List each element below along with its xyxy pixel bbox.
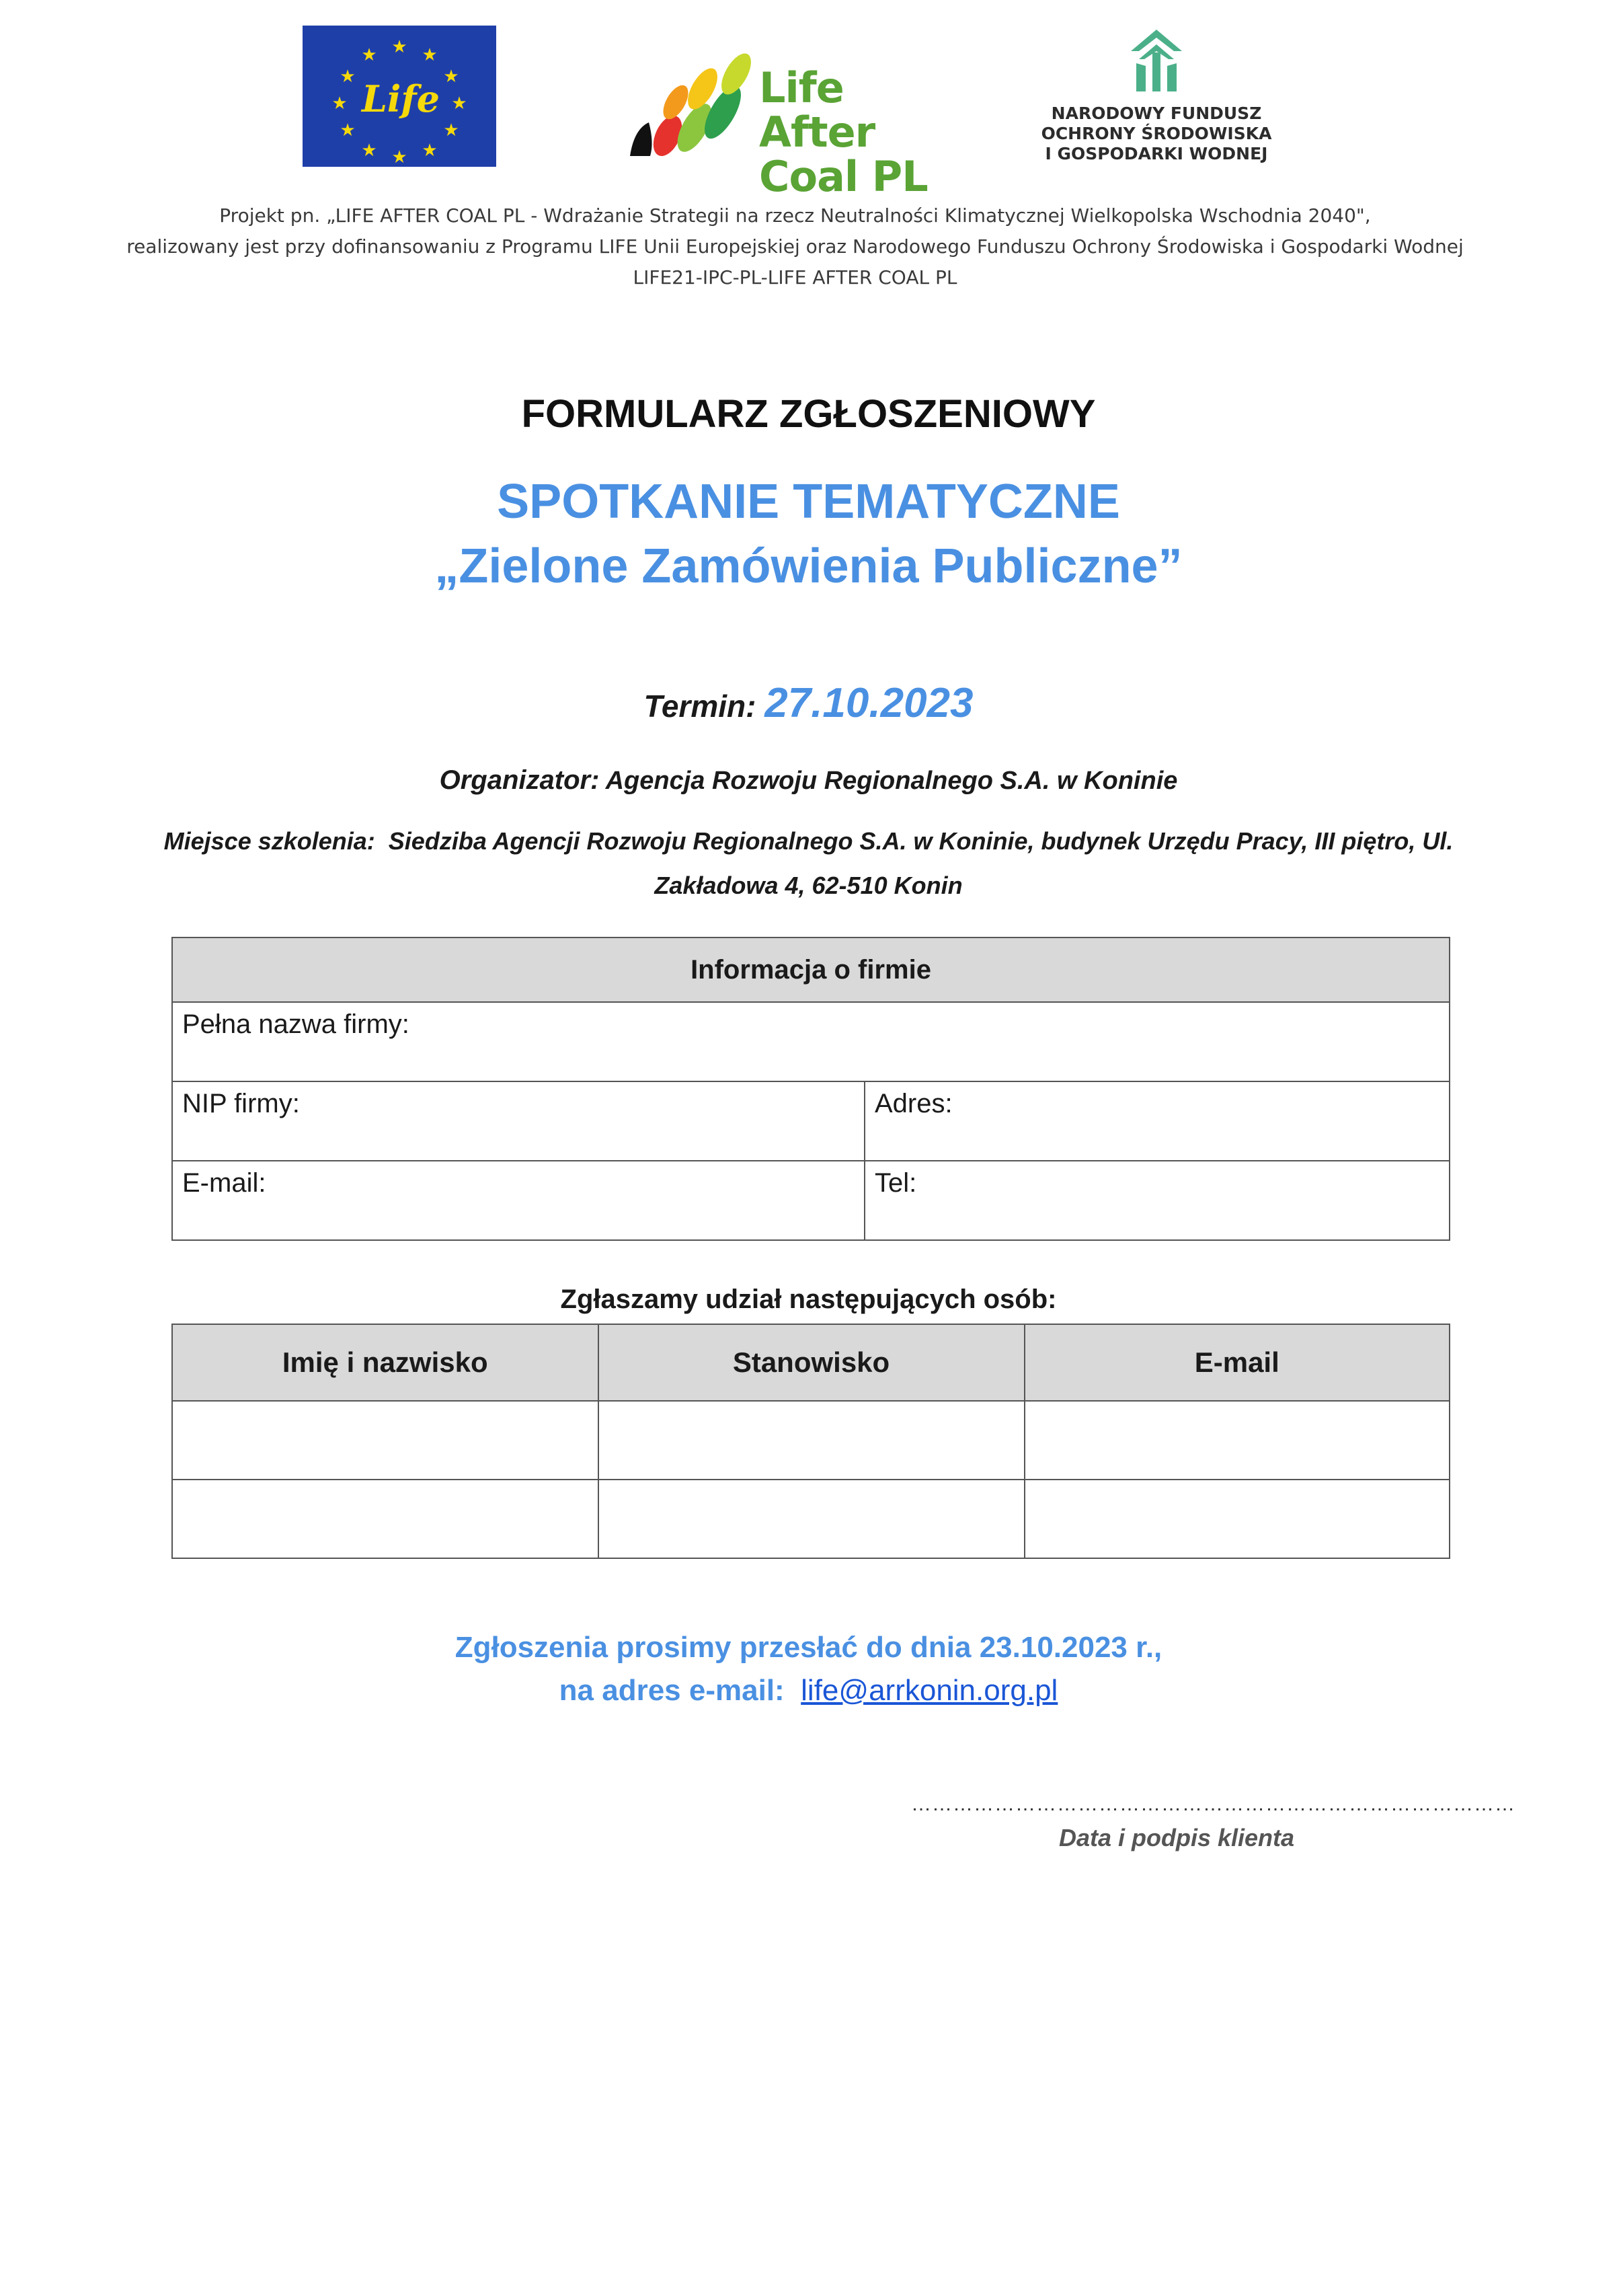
form-title: FORMULARZ ZGŁOSZENIOWY: [521, 392, 1096, 436]
svg-text:★: ★: [391, 37, 407, 57]
svg-text:★: ★: [451, 93, 467, 114]
participant-2-position-cell[interactable]: [598, 1480, 1025, 1558]
company-address-field[interactable]: [865, 1081, 1450, 1161]
company-full-name-field[interactable]: [172, 1002, 1450, 1081]
life-after-coal-logo: [629, 48, 951, 201]
organizer: [0, 765, 1617, 796]
nfosigw-line-2: OCHRONY ŚRODOWISKA: [1041, 124, 1272, 143]
svg-text:★: ★: [443, 120, 459, 141]
event-title: [0, 469, 1617, 599]
column-header-email: E-mail: [1025, 1324, 1450, 1401]
svg-text:★: ★: [443, 67, 459, 87]
participant-1-email-cell[interactable]: [1025, 1401, 1450, 1480]
deadline-email-prefix: na adres e-mail:: [559, 1674, 785, 1707]
eu-life-logo: [303, 26, 496, 167]
event-date: [0, 679, 1617, 727]
life-after-coal-line2: Coal PL: [759, 152, 928, 201]
contact-email-link[interactable]: life@arrkonin.org.pl: [801, 1674, 1058, 1707]
participant-1-position-cell[interactable]: [598, 1401, 1025, 1480]
company-phone-field[interactable]: [865, 1161, 1450, 1240]
svg-text:★: ★: [340, 67, 356, 87]
column-header-name: Imię i nazwisko: [172, 1324, 598, 1401]
project-line-1: Projekt pn. „LIFE AFTER COAL PL - Wdrażanie Strategii na rzecz Neutralności Klimatycznej Wielkopolska Wschodnia 2040",: [219, 204, 1371, 227]
svg-text:★: ★: [340, 120, 356, 141]
life-after-coal-line1: Life After: [759, 63, 875, 157]
company-email-field[interactable]: [172, 1161, 865, 1240]
signature-label: Data i podpis klienta: [1058, 1824, 1295, 1851]
termin-date: 27.10.2023: [764, 680, 974, 726]
venue: [155, 819, 1462, 908]
submission-deadline: [0, 1626, 1617, 1712]
company-info-table: [171, 937, 1450, 1241]
svg-text:★: ★: [361, 45, 377, 65]
venue-value: Siedziba Agencji Rozwoju Regionalnego S.A. w Koninie, budynek Urzędu Pracy, III piętro, Ul. Zakładowa 4, 62-510 Konin: [388, 827, 1454, 899]
signature-line: ……………………………………………………………………………: [911, 1793, 1515, 1815]
deadline-line1: Zgłoszenia prosimy przesłać do dnia 23.10.2023 r.,: [455, 1631, 1162, 1664]
company-nip-field[interactable]: [172, 1081, 865, 1161]
company-address-label: Adres:: [875, 1089, 953, 1118]
company-info-header: Informacja o firmie: [172, 937, 1450, 1002]
project-line-3: LIFE21-IPC-PL-LIFE AFTER COAL PL: [633, 266, 957, 289]
svg-text:Life: Life: [361, 77, 440, 120]
project-description: [67, 200, 1523, 293]
nfosigw-logo: [1022, 26, 1291, 180]
svg-text:★: ★: [422, 141, 438, 161]
participant-1-name-cell[interactable]: [172, 1401, 598, 1480]
event-title-line2: „Zielone Zamówienia Publiczne”: [434, 539, 1183, 593]
column-header-position: Stanowisko: [598, 1324, 1025, 1401]
participants-table: [171, 1324, 1450, 1559]
company-nip-label: NIP firmy:: [182, 1089, 300, 1118]
table-row: [172, 1480, 1450, 1558]
venue-label: Miejsce szkolenia:: [163, 827, 375, 855]
organizer-label: Organizator:: [439, 765, 600, 795]
svg-text:★: ★: [361, 141, 377, 161]
eu-life-flag-icon: [303, 26, 496, 167]
project-line-2: realizowany jest przy dofinansowaniu z Programu LIFE Unii Europejskiej oraz Narodowego Funduszu Ochrony Środowiska i Gospodarki Wodnej: [126, 235, 1464, 258]
termin-label: Termin:: [643, 689, 756, 724]
organizer-value: Agencja Rozwoju Regionalnego S.A. w Koninie: [605, 767, 1178, 795]
nfosigw-line-3: I GOSPODARKI WODNEJ: [1045, 144, 1268, 163]
participant-2-name-cell[interactable]: [172, 1480, 598, 1558]
company-email-label: E-mail:: [182, 1168, 266, 1198]
company-full-name-label: Pełna nazwa firmy:: [182, 1009, 409, 1039]
nfosigw-tree-icon: [1121, 26, 1191, 95]
svg-text:★: ★: [422, 45, 438, 65]
svg-text:★: ★: [331, 93, 348, 114]
participant-2-email-cell[interactable]: [1025, 1480, 1450, 1558]
life-after-coal-leaves-icon: [629, 48, 756, 166]
company-phone-label: Tel:: [875, 1168, 917, 1198]
participants-label: Zgłaszamy udział następujących osób:: [560, 1285, 1057, 1314]
svg-text:★: ★: [391, 147, 407, 167]
table-row: [172, 1401, 1450, 1480]
nfosigw-line-1: NARODOWY FUNDUSZ: [1051, 104, 1262, 123]
event-title-line1: SPOTKANIE TEMATYCZNE: [497, 475, 1120, 529]
